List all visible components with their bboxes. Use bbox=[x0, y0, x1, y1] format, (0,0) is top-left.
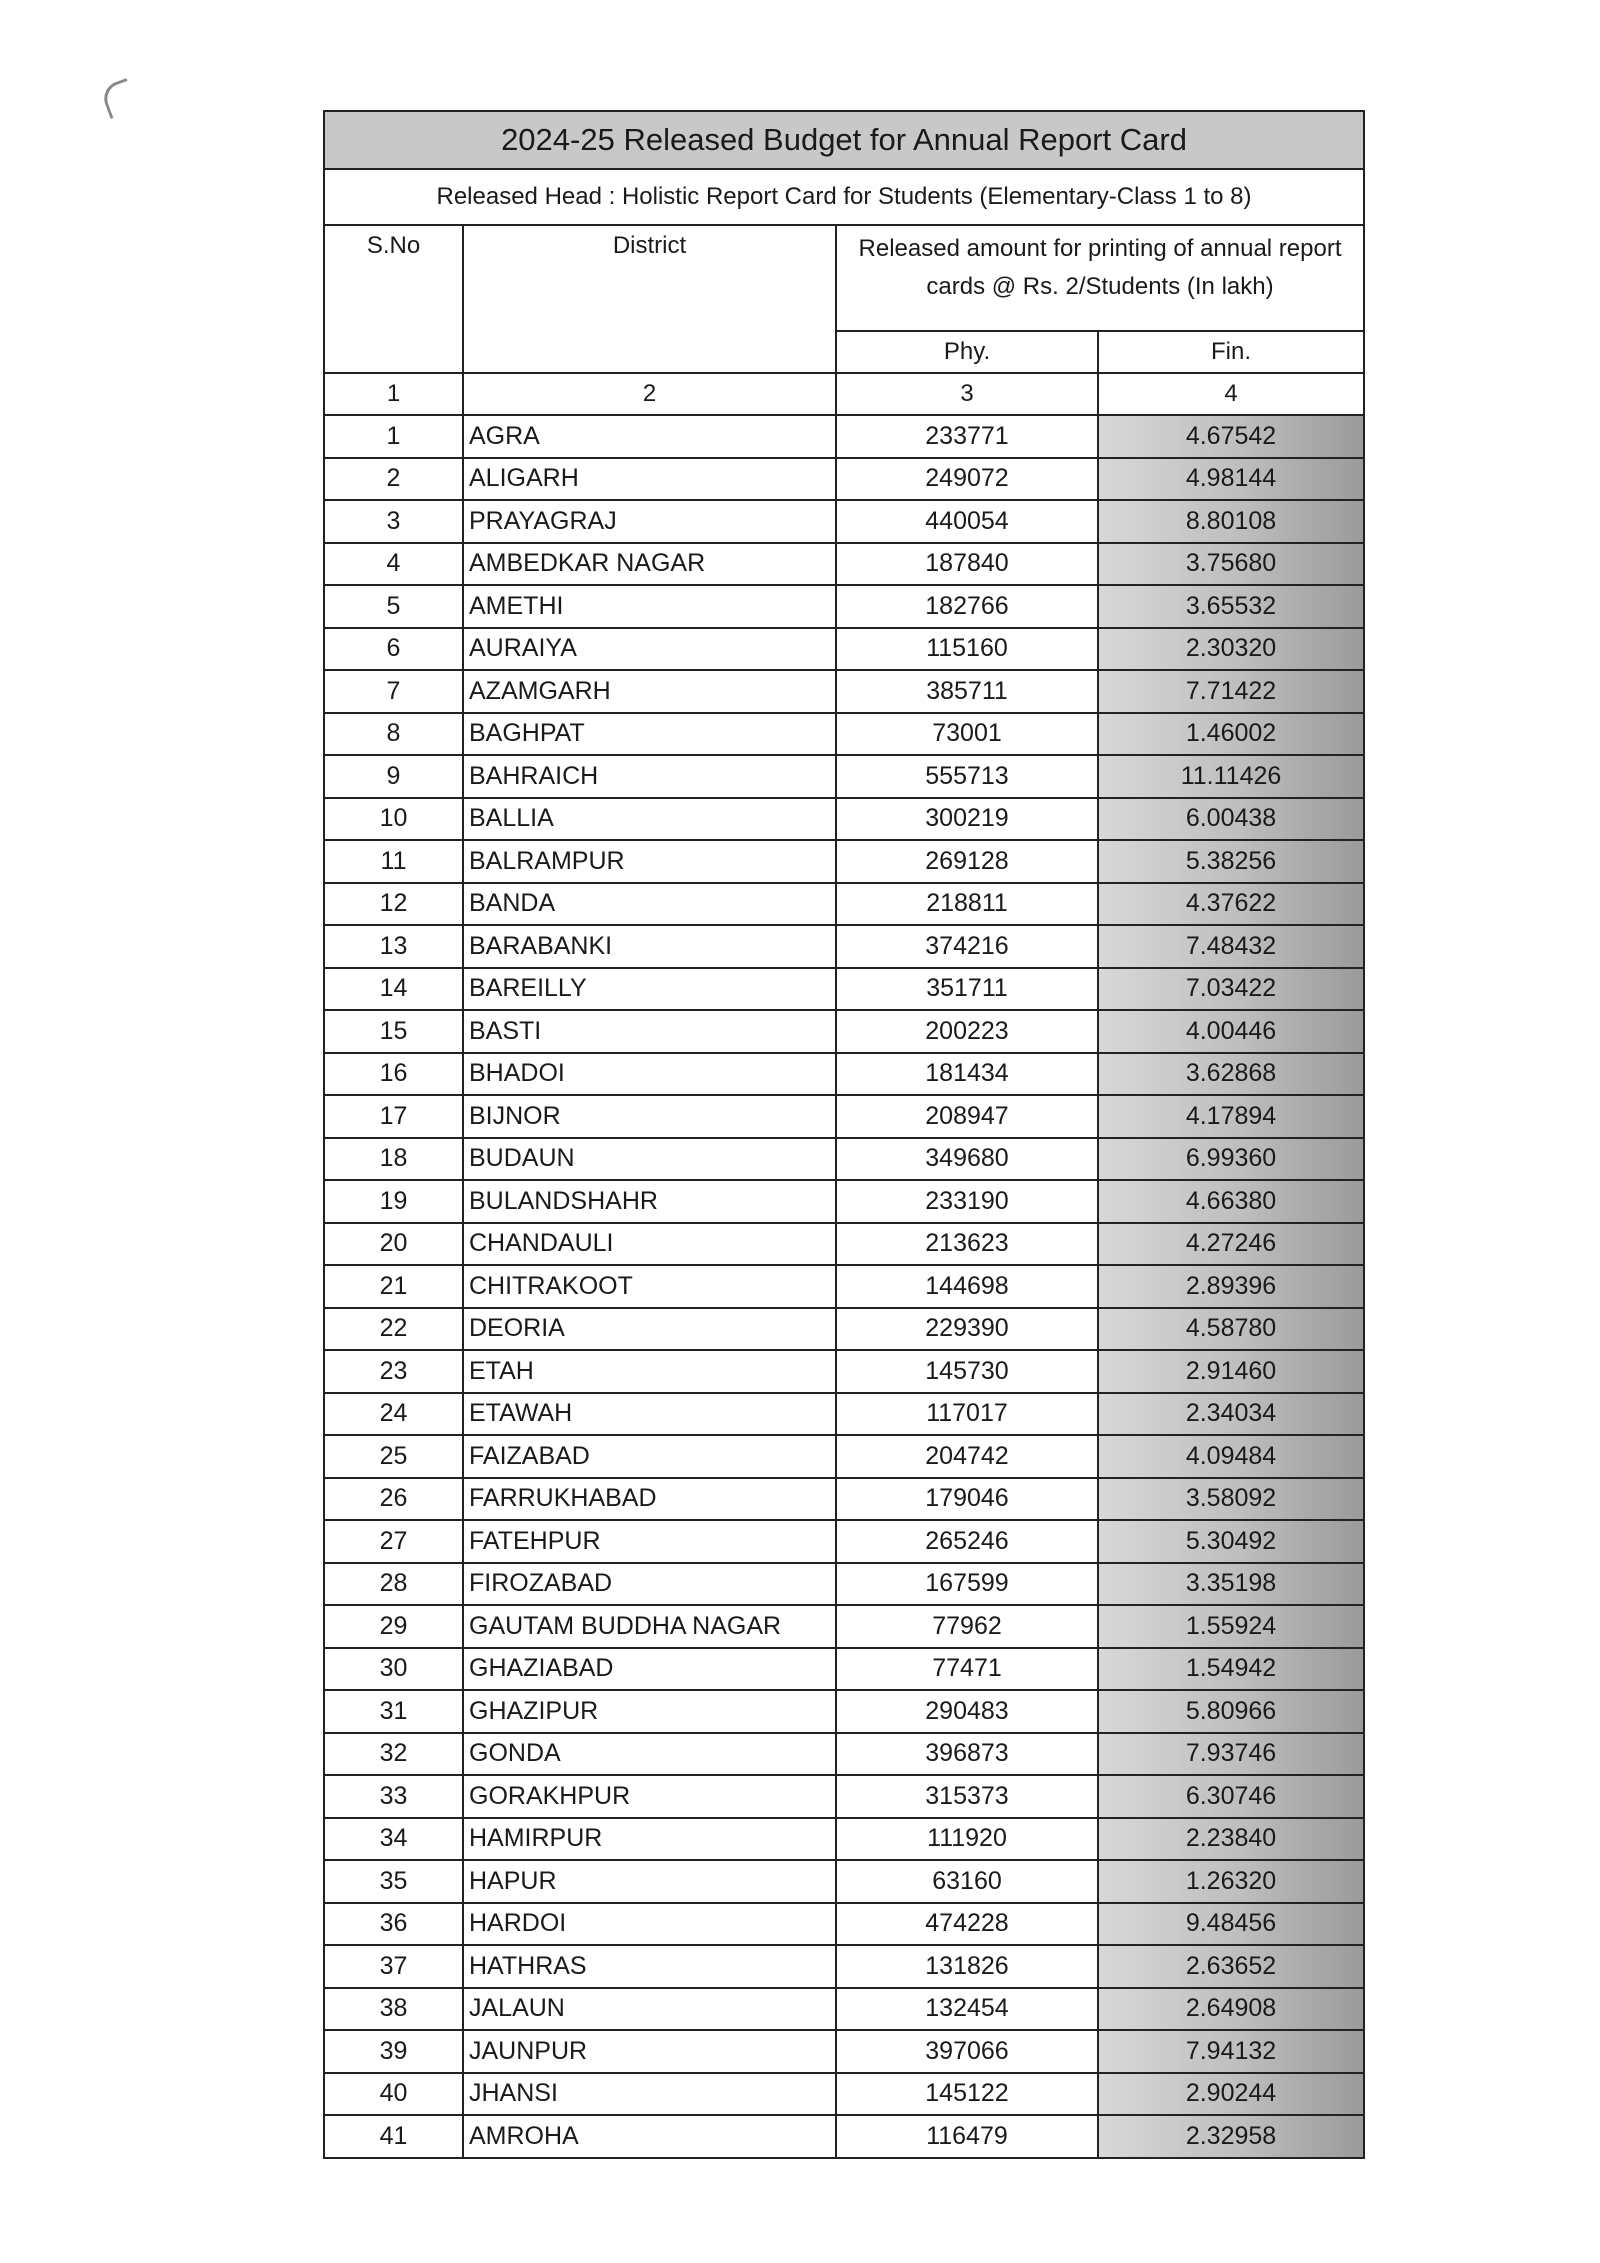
district-cell: GORAKHPUR bbox=[463, 1775, 836, 1818]
district-cell: CHANDAULI bbox=[463, 1223, 836, 1266]
table-row bbox=[324, 1648, 1364, 1691]
district-cell: PRAYAGRAJ bbox=[463, 500, 836, 543]
table-row bbox=[324, 840, 1364, 883]
phy-cell: 187840 bbox=[836, 543, 1098, 586]
district-cell: BANDA bbox=[463, 883, 836, 926]
district-cell: GONDA bbox=[463, 1733, 836, 1776]
phy-cell: 229390 bbox=[836, 1308, 1098, 1351]
fin-cell: 5.30492 bbox=[1098, 1520, 1364, 1563]
fin-cell: 4.17894 bbox=[1098, 1095, 1364, 1138]
phy-cell: 77962 bbox=[836, 1605, 1098, 1648]
district-cell: HATHRAS bbox=[463, 1945, 836, 1988]
sno-cell: 35 bbox=[324, 1860, 463, 1903]
district-cell: GAUTAM BUDDHA NAGAR bbox=[463, 1605, 836, 1648]
district-cell: AURAIYA bbox=[463, 628, 836, 671]
sno-cell: 37 bbox=[324, 1945, 463, 1988]
table-row bbox=[324, 1095, 1364, 1138]
phy-cell: 111920 bbox=[836, 1818, 1098, 1861]
table-row bbox=[324, 1053, 1364, 1096]
table-row bbox=[324, 1903, 1364, 1946]
sno-cell: 1 bbox=[324, 415, 463, 458]
district-cell: BALRAMPUR bbox=[463, 840, 836, 883]
fin-cell: 4.37622 bbox=[1098, 883, 1364, 926]
column-number: 1 bbox=[324, 373, 463, 415]
table-row bbox=[324, 1393, 1364, 1436]
fin-cell: 5.38256 bbox=[1098, 840, 1364, 883]
phy-cell: 265246 bbox=[836, 1520, 1098, 1563]
district-cell: AZAMGARH bbox=[463, 670, 836, 713]
fin-cell: 2.34034 bbox=[1098, 1393, 1364, 1436]
column-number: 3 bbox=[836, 373, 1098, 415]
district-cell: FARRUKHABAD bbox=[463, 1478, 836, 1521]
phy-cell: 115160 bbox=[836, 628, 1098, 671]
sno-cell: 13 bbox=[324, 925, 463, 968]
table-row bbox=[324, 798, 1364, 841]
phy-cell: 117017 bbox=[836, 1393, 1098, 1436]
phy-cell: 182766 bbox=[836, 585, 1098, 628]
sno-cell: 39 bbox=[324, 2030, 463, 2073]
column-number-row bbox=[324, 373, 1364, 415]
table-row bbox=[324, 1265, 1364, 1308]
sno-cell: 12 bbox=[324, 883, 463, 926]
district-cell: JHANSI bbox=[463, 2073, 836, 2116]
table-row bbox=[324, 1223, 1364, 1266]
district-cell: BARABANKI bbox=[463, 925, 836, 968]
table-row bbox=[324, 925, 1364, 968]
fin-cell: 9.48456 bbox=[1098, 1903, 1364, 1946]
fin-cell: 2.91460 bbox=[1098, 1350, 1364, 1393]
fin-cell: 7.71422 bbox=[1098, 670, 1364, 713]
sno-cell: 18 bbox=[324, 1138, 463, 1181]
sno-cell: 23 bbox=[324, 1350, 463, 1393]
table-row bbox=[324, 1818, 1364, 1861]
table-row bbox=[324, 713, 1364, 756]
table-row bbox=[324, 2073, 1364, 2116]
phy-cell: 269128 bbox=[836, 840, 1098, 883]
district-cell: BAHRAICH bbox=[463, 755, 836, 798]
phy-cell: 208947 bbox=[836, 1095, 1098, 1138]
sno-cell: 7 bbox=[324, 670, 463, 713]
district-cell: BUDAUN bbox=[463, 1138, 836, 1181]
fin-cell: 1.26320 bbox=[1098, 1860, 1364, 1903]
table-row bbox=[324, 670, 1364, 713]
fin-cell: 2.90244 bbox=[1098, 2073, 1364, 2116]
fin-cell: 2.32958 bbox=[1098, 2115, 1364, 2158]
phy-cell: 144698 bbox=[836, 1265, 1098, 1308]
sno-cell: 10 bbox=[324, 798, 463, 841]
scan-corner-mark bbox=[99, 78, 138, 119]
table-row bbox=[324, 585, 1364, 628]
phy-cell: 145122 bbox=[836, 2073, 1098, 2116]
sno-cell: 15 bbox=[324, 1010, 463, 1053]
phy-cell: 145730 bbox=[836, 1350, 1098, 1393]
released-head: Released Head : Holistic Report Card for Students (Elementary-Class 1 to 8) bbox=[324, 169, 1364, 225]
fin-cell: 8.80108 bbox=[1098, 500, 1364, 543]
district-cell: BAREILLY bbox=[463, 968, 836, 1011]
table-row bbox=[324, 458, 1364, 501]
fin-cell: 6.30746 bbox=[1098, 1775, 1364, 1818]
district-cell: ALIGARH bbox=[463, 458, 836, 501]
sno-cell: 29 bbox=[324, 1605, 463, 1648]
phy-cell: 200223 bbox=[836, 1010, 1098, 1053]
fin-cell: 4.09484 bbox=[1098, 1435, 1364, 1478]
sno-cell: 33 bbox=[324, 1775, 463, 1818]
table-row bbox=[324, 1733, 1364, 1776]
phy-cell: 440054 bbox=[836, 500, 1098, 543]
sno-cell: 22 bbox=[324, 1308, 463, 1351]
table-row bbox=[324, 628, 1364, 671]
sno-cell: 34 bbox=[324, 1818, 463, 1861]
phy-cell: 249072 bbox=[836, 458, 1098, 501]
fin-cell: 11.11426 bbox=[1098, 755, 1364, 798]
phy-cell: 233771 bbox=[836, 415, 1098, 458]
sno-cell: 32 bbox=[324, 1733, 463, 1776]
district-cell: AMETHI bbox=[463, 585, 836, 628]
fin-cell: 4.98144 bbox=[1098, 458, 1364, 501]
sno-cell: 38 bbox=[324, 1988, 463, 2031]
header-phy: Phy. bbox=[836, 331, 1098, 373]
fin-cell: 7.93746 bbox=[1098, 1733, 1364, 1776]
fin-cell: 7.03422 bbox=[1098, 968, 1364, 1011]
fin-cell: 2.63652 bbox=[1098, 1945, 1364, 1988]
district-cell: HAMIRPUR bbox=[463, 1818, 836, 1861]
sno-cell: 41 bbox=[324, 2115, 463, 2158]
sno-cell: 20 bbox=[324, 1223, 463, 1266]
table-row bbox=[324, 1180, 1364, 1223]
fin-cell: 6.99360 bbox=[1098, 1138, 1364, 1181]
fin-cell: 1.54942 bbox=[1098, 1648, 1364, 1691]
fin-cell: 7.48432 bbox=[1098, 925, 1364, 968]
district-cell: AGRA bbox=[463, 415, 836, 458]
table-row bbox=[324, 1690, 1364, 1733]
sno-cell: 26 bbox=[324, 1478, 463, 1521]
table-row bbox=[324, 968, 1364, 1011]
district-cell: BHADOI bbox=[463, 1053, 836, 1096]
column-number: 2 bbox=[463, 373, 836, 415]
phy-cell: 181434 bbox=[836, 1053, 1098, 1096]
sno-cell: 40 bbox=[324, 2073, 463, 2116]
phy-cell: 351711 bbox=[836, 968, 1098, 1011]
sno-cell: 11 bbox=[324, 840, 463, 883]
phy-cell: 63160 bbox=[836, 1860, 1098, 1903]
table-row bbox=[324, 1308, 1364, 1351]
phy-cell: 290483 bbox=[836, 1690, 1098, 1733]
table-row bbox=[324, 1860, 1364, 1903]
sno-cell: 6 bbox=[324, 628, 463, 671]
phy-cell: 349680 bbox=[836, 1138, 1098, 1181]
sno-cell: 4 bbox=[324, 543, 463, 586]
fin-cell: 4.66380 bbox=[1098, 1180, 1364, 1223]
phy-cell: 233190 bbox=[836, 1180, 1098, 1223]
table-row bbox=[324, 1010, 1364, 1053]
district-cell: HAPUR bbox=[463, 1860, 836, 1903]
sno-cell: 19 bbox=[324, 1180, 463, 1223]
phy-cell: 131826 bbox=[836, 1945, 1098, 1988]
table-row bbox=[324, 1138, 1364, 1181]
fin-cell: 3.35198 bbox=[1098, 1563, 1364, 1606]
header-sno: S.No bbox=[324, 225, 463, 373]
phy-cell: 77471 bbox=[836, 1648, 1098, 1691]
district-cell: AMBEDKAR NAGAR bbox=[463, 543, 836, 586]
district-cell: CHITRAKOOT bbox=[463, 1265, 836, 1308]
phy-cell: 385711 bbox=[836, 670, 1098, 713]
table-row bbox=[324, 1563, 1364, 1606]
table-row bbox=[324, 500, 1364, 543]
district-cell: BASTI bbox=[463, 1010, 836, 1053]
district-cell: GHAZIABAD bbox=[463, 1648, 836, 1691]
sno-cell: 27 bbox=[324, 1520, 463, 1563]
district-cell: FIROZABAD bbox=[463, 1563, 836, 1606]
table-row bbox=[324, 2030, 1364, 2073]
fin-cell: 2.64908 bbox=[1098, 1988, 1364, 2031]
phy-cell: 179046 bbox=[836, 1478, 1098, 1521]
fin-cell: 2.30320 bbox=[1098, 628, 1364, 671]
page-title: 2024-25 Released Budget for Annual Report Card bbox=[324, 111, 1364, 169]
sno-cell: 28 bbox=[324, 1563, 463, 1606]
table-row bbox=[324, 543, 1364, 586]
sno-cell: 16 bbox=[324, 1053, 463, 1096]
fin-cell: 3.62868 bbox=[1098, 1053, 1364, 1096]
table-row bbox=[324, 883, 1364, 926]
district-cell: DEORIA bbox=[463, 1308, 836, 1351]
header-fin: Fin. bbox=[1098, 331, 1364, 373]
district-cell: HARDOI bbox=[463, 1903, 836, 1946]
phy-cell: 116479 bbox=[836, 2115, 1098, 2158]
table-row bbox=[324, 1435, 1364, 1478]
table-row bbox=[324, 1988, 1364, 2031]
table-row bbox=[324, 1775, 1364, 1818]
phy-cell: 396873 bbox=[836, 1733, 1098, 1776]
phy-cell: 474228 bbox=[836, 1903, 1098, 1946]
table-row bbox=[324, 415, 1364, 458]
district-cell: ETAH bbox=[463, 1350, 836, 1393]
sno-cell: 24 bbox=[324, 1393, 463, 1436]
sno-cell: 3 bbox=[324, 500, 463, 543]
district-cell: FATEHPUR bbox=[463, 1520, 836, 1563]
phy-cell: 132454 bbox=[836, 1988, 1098, 2031]
table-row bbox=[324, 1520, 1364, 1563]
fin-cell: 4.00446 bbox=[1098, 1010, 1364, 1053]
sno-cell: 25 bbox=[324, 1435, 463, 1478]
fin-cell: 7.94132 bbox=[1098, 2030, 1364, 2073]
sno-cell: 17 bbox=[324, 1095, 463, 1138]
phy-cell: 213623 bbox=[836, 1223, 1098, 1266]
table-row bbox=[324, 755, 1364, 798]
fin-cell: 3.65532 bbox=[1098, 585, 1364, 628]
sno-cell: 5 bbox=[324, 585, 463, 628]
sno-cell: 2 bbox=[324, 458, 463, 501]
header-district: District bbox=[463, 225, 836, 373]
fin-cell: 3.75680 bbox=[1098, 543, 1364, 586]
fin-cell: 4.67542 bbox=[1098, 415, 1364, 458]
table-row bbox=[324, 1605, 1364, 1648]
district-cell: JAUNPUR bbox=[463, 2030, 836, 2073]
column-number: 4 bbox=[1098, 373, 1364, 415]
phy-cell: 73001 bbox=[836, 713, 1098, 756]
table-row bbox=[324, 2115, 1364, 2158]
fin-cell: 1.55924 bbox=[1098, 1605, 1364, 1648]
phy-cell: 397066 bbox=[836, 2030, 1098, 2073]
phy-cell: 300219 bbox=[836, 798, 1098, 841]
fin-cell: 4.27246 bbox=[1098, 1223, 1364, 1266]
district-cell: ETAWAH bbox=[463, 1393, 836, 1436]
district-cell: BAGHPAT bbox=[463, 713, 836, 756]
sno-cell: 14 bbox=[324, 968, 463, 1011]
district-cell: GHAZIPUR bbox=[463, 1690, 836, 1733]
fin-cell: 3.58092 bbox=[1098, 1478, 1364, 1521]
phy-cell: 204742 bbox=[836, 1435, 1098, 1478]
fin-cell: 6.00438 bbox=[1098, 798, 1364, 841]
fin-cell: 4.58780 bbox=[1098, 1308, 1364, 1351]
phy-cell: 315373 bbox=[836, 1775, 1098, 1818]
table-row bbox=[324, 1945, 1364, 1988]
sno-cell: 8 bbox=[324, 713, 463, 756]
district-cell: FAIZABAD bbox=[463, 1435, 836, 1478]
phy-cell: 167599 bbox=[836, 1563, 1098, 1606]
header-released-amount: Released amount for printing of annual report cards @ Rs. 2/Students (In lakh) bbox=[836, 225, 1364, 331]
sno-cell: 30 bbox=[324, 1648, 463, 1691]
phy-cell: 218811 bbox=[836, 883, 1098, 926]
table-row bbox=[324, 1350, 1364, 1393]
sno-cell: 21 bbox=[324, 1265, 463, 1308]
sno-cell: 9 bbox=[324, 755, 463, 798]
phy-cell: 374216 bbox=[836, 925, 1098, 968]
fin-cell: 1.46002 bbox=[1098, 713, 1364, 756]
district-cell: BULANDSHAHR bbox=[463, 1180, 836, 1223]
table-row bbox=[324, 1478, 1364, 1521]
budget-table bbox=[323, 110, 1365, 2159]
district-cell: AMROHA bbox=[463, 2115, 836, 2158]
district-cell: BALLIA bbox=[463, 798, 836, 841]
fin-cell: 2.23840 bbox=[1098, 1818, 1364, 1861]
district-cell: JALAUN bbox=[463, 1988, 836, 2031]
sno-cell: 31 bbox=[324, 1690, 463, 1733]
phy-cell: 555713 bbox=[836, 755, 1098, 798]
fin-cell: 2.89396 bbox=[1098, 1265, 1364, 1308]
sno-cell: 36 bbox=[324, 1903, 463, 1946]
district-rows bbox=[324, 415, 1364, 2158]
fin-cell: 5.80966 bbox=[1098, 1690, 1364, 1733]
district-cell: BIJNOR bbox=[463, 1095, 836, 1138]
